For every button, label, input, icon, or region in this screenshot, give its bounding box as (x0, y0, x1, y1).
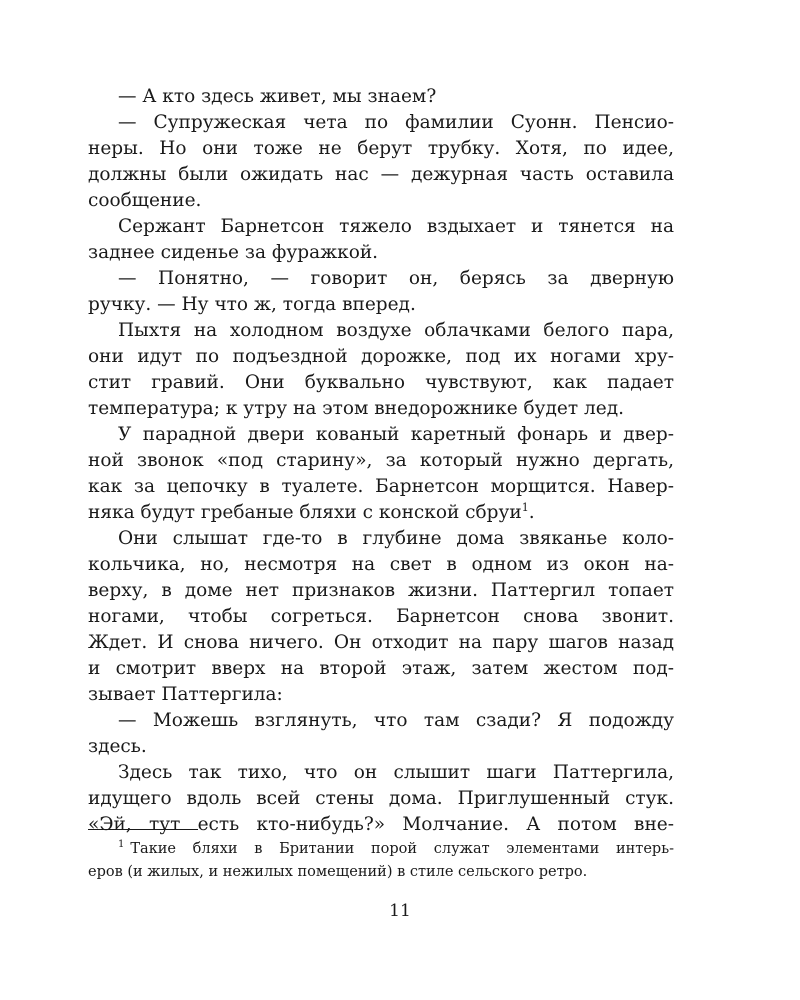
text-line (88, 396, 674, 422)
text-line-content: кольчика, но, несмотря на свет в одном из окон на- (88, 554, 674, 575)
text-line (88, 266, 674, 292)
text-line (88, 760, 674, 786)
text-line-content: — А кто здесь живет, мы знаем? (118, 86, 437, 107)
text-line-content: сообщение. (88, 190, 202, 211)
text-line (88, 552, 674, 578)
text-line (88, 682, 674, 708)
text-line-content: Пыхтя на холодном воздухе облачками белого пара, (118, 320, 674, 341)
text-line-content: заднее сиденье за фуражкой. (88, 242, 379, 263)
footnote-divider (88, 829, 198, 830)
text-line-content: температура; к утру на этом внедорожнике будет лед. (88, 398, 624, 419)
text-line-content: — Супружеская чета по фамилии Суонн. Пенсио- (118, 112, 674, 133)
punctuation: . (528, 502, 535, 523)
text-line-content: здесь. (88, 736, 147, 757)
text-line (88, 188, 674, 214)
text-line (88, 162, 674, 188)
footnote-reference[interactable]: 1 (521, 500, 529, 514)
text-line (88, 370, 674, 396)
text-line-content: — Понятно, — говорит он, берясь за дверную (118, 268, 674, 289)
text-line (88, 422, 674, 448)
text-line-content: У парадной двери кованый каретный фонарь и двер- (118, 424, 674, 445)
text-line-content: зывает Паттергила: (88, 684, 283, 705)
text-line (88, 786, 674, 812)
text-line-content: ногами, чтобы согреться. Барнетсон снова звонит. (88, 606, 674, 627)
text-line-content: верху, в доме нет признаков жизни. Паттергил топает (88, 580, 674, 601)
text-line (88, 604, 674, 630)
text-line (88, 214, 674, 240)
text-line-content: Здесь так тихо, что он слышит шаги Паттергила, (118, 762, 674, 783)
text-line (88, 344, 674, 370)
text-line (88, 448, 674, 474)
text-line (88, 708, 674, 734)
footnote-text: Такие бляхи в Британии порой служат элементами интерь- (130, 841, 674, 857)
text-line-content: «Эй, тут есть кто-нибудь?» Молчание. А потом вне- (88, 814, 674, 835)
text-line (88, 110, 674, 136)
text-line-content: Они слышат где-то в глубине дома звяканье коло- (118, 528, 674, 549)
text-line (88, 734, 674, 760)
text-line-content: Ждет. И снова ничего. Он отходит на пару шагов назад (88, 632, 674, 653)
text-line (88, 474, 674, 500)
footnote-line (88, 838, 674, 861)
text-line (88, 526, 674, 552)
text-line-content: должны были ожидать нас — дежурная часть оставила (88, 164, 674, 185)
text-line-content: ной звонок «под старину», за который нужно дергать, (88, 450, 674, 471)
footnote (88, 838, 674, 884)
text-line (88, 578, 674, 604)
text-line-content: и смотрит вверх на второй этаж, затем жестом под- (88, 658, 674, 679)
body-text (88, 84, 674, 838)
text-line-content: идущего вдоль всей стены дома. Приглушенный стук. (88, 788, 674, 809)
text-line (88, 656, 674, 682)
text-line (88, 292, 674, 318)
text-line-content: стит гравий. Они буквально чувствуют, как падает (88, 372, 674, 393)
text-line (88, 500, 674, 526)
text-line (88, 240, 674, 266)
text-line-content: как за цепочку в туалете. Барнетсон морщится. Навер- (88, 476, 674, 497)
text-line-content: ручку. — Ну что ж, тогда вперед. (88, 294, 416, 315)
footnote-number: 1 (118, 839, 125, 851)
text-line (88, 136, 674, 162)
text-line-content: Сержант Барнетсон тяжело вздыхает и тянется на (118, 216, 674, 237)
footnote-line: еров (и жилых, и нежилых помещений) в стиле сельского ретро. (88, 864, 588, 880)
text-line (88, 318, 674, 344)
text-line (88, 630, 674, 656)
text-line-content: — Можешь взглянуть, что там сзади? Я подожду (118, 710, 674, 731)
text-line-content: они идут по подъездной дорожке, под их ногами хру- (88, 346, 674, 367)
text-line-content: неры. Но они тоже не берут трубку. Хотя, по идее, (88, 138, 674, 159)
text-line-content: няка будут гребаные бляхи с конской сбруи (88, 502, 522, 523)
text-line (88, 812, 674, 838)
page-number: 11 (389, 901, 411, 921)
text-line (88, 84, 674, 110)
